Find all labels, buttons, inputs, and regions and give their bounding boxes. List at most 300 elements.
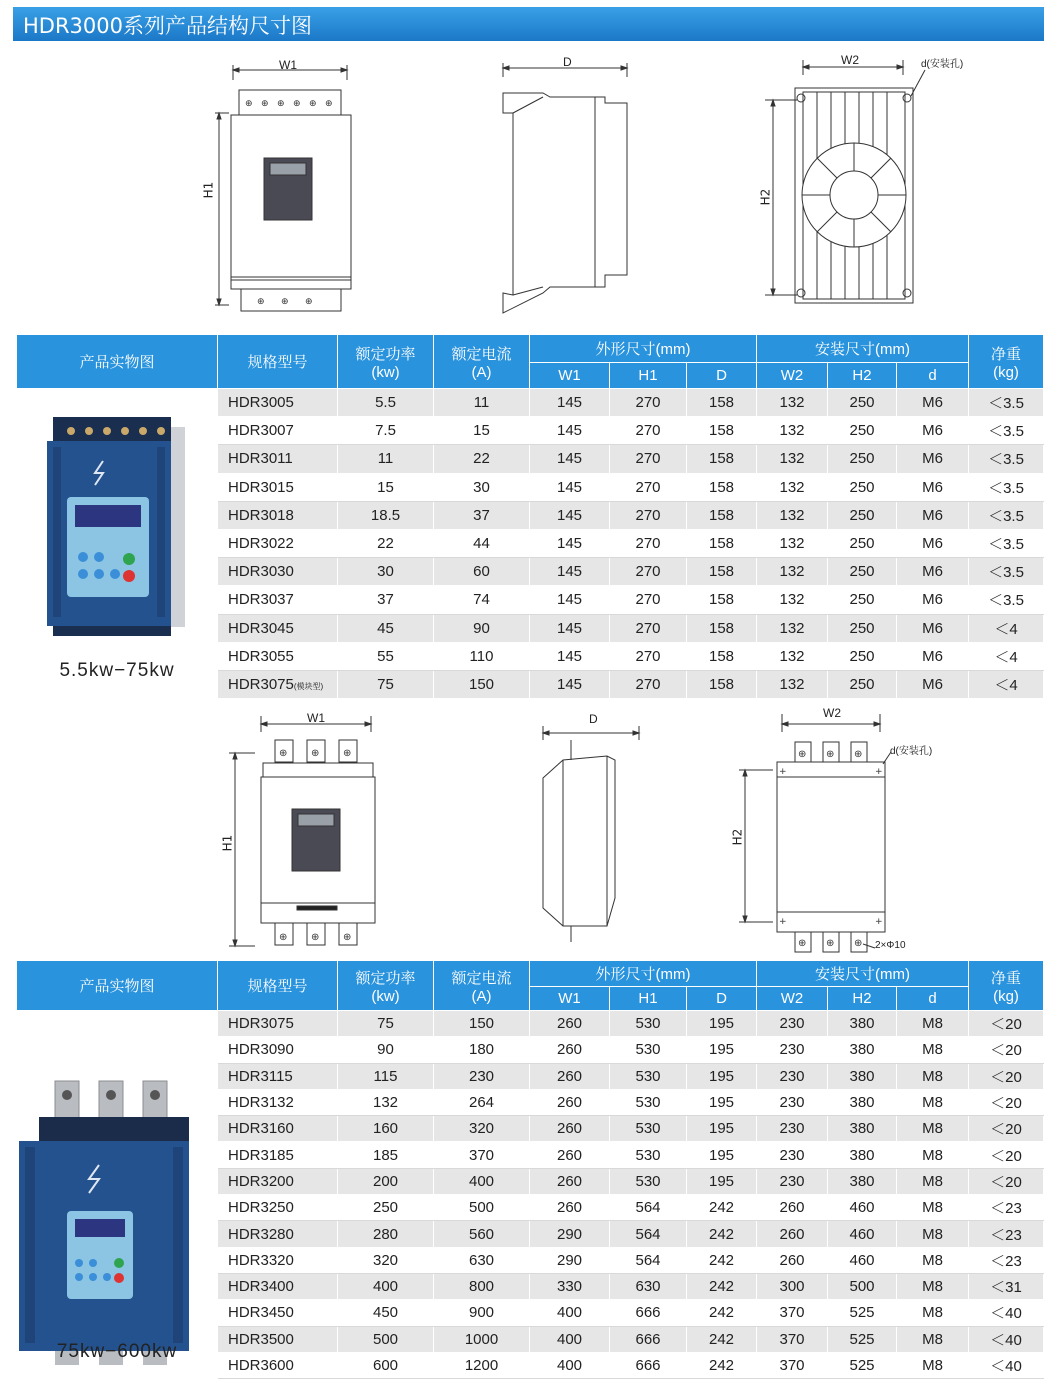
value-cell: 145: [530, 529, 610, 557]
table-row: [17, 389, 1044, 417]
value-cell: ＜4: [969, 670, 1044, 698]
value-cell: 75: [338, 1011, 434, 1037]
value-cell: 230: [757, 1011, 828, 1037]
value-cell: ＜3.5: [969, 445, 1044, 473]
value-cell: 525: [828, 1300, 897, 1326]
value-cell: ＜3.5: [969, 389, 1044, 417]
device-photo-small: [41, 409, 191, 644]
value-cell: 195: [687, 1089, 757, 1115]
value-cell: 158: [687, 501, 757, 529]
header-h2: H2: [828, 363, 897, 389]
value-cell: 5.5: [338, 389, 434, 417]
value-cell: 158: [687, 473, 757, 501]
value-cell: 270: [610, 642, 687, 670]
h2-label: H2: [758, 188, 773, 206]
value-cell: 242: [687, 1326, 757, 1352]
model-cell: HDR3090: [218, 1037, 338, 1063]
value-cell: 380: [828, 1011, 897, 1037]
value-cell: 320: [434, 1116, 530, 1142]
value-cell: 115: [338, 1063, 434, 1089]
header-power: 额定功率 (kw): [338, 335, 434, 389]
value-cell: 380: [828, 1142, 897, 1168]
value-cell: 230: [757, 1142, 828, 1168]
svg-text:⊕: ⊕: [281, 297, 289, 307]
value-cell: 145: [530, 558, 610, 586]
value-cell: 400: [434, 1168, 530, 1194]
value-cell: 145: [530, 417, 610, 445]
value-cell: ＜23: [969, 1195, 1044, 1221]
model-cell: HDR3600: [218, 1352, 338, 1378]
svg-text:⊕: ⊕: [854, 749, 863, 760]
value-cell: M8: [897, 1116, 969, 1142]
value-cell: 230: [757, 1063, 828, 1089]
product-photo-cell: [17, 1011, 218, 1379]
value-cell: 55: [338, 642, 434, 670]
svg-text:⊕: ⊕: [293, 99, 301, 109]
value-cell: ＜23: [969, 1247, 1044, 1273]
value-cell: 300: [757, 1273, 828, 1299]
value-cell: 158: [687, 389, 757, 417]
model-cell: HDR3055: [218, 642, 338, 670]
header-w1-2: W1: [530, 987, 610, 1011]
svg-text:+: +: [875, 767, 883, 777]
svg-text:⊕: ⊕: [311, 932, 320, 943]
svg-text:⊕: ⊕: [279, 932, 288, 943]
header-dd-2: d: [897, 987, 969, 1011]
value-cell: ＜3.5: [969, 586, 1044, 614]
value-cell: 250: [828, 529, 897, 557]
model-cell: HDR3280: [218, 1221, 338, 1247]
value-cell: 132: [757, 417, 828, 445]
value-cell: 270: [610, 501, 687, 529]
value-cell: 400: [530, 1300, 610, 1326]
value-cell: M8: [897, 1011, 969, 1037]
value-cell: 460: [828, 1221, 897, 1247]
model-cell: HDR3022: [218, 529, 338, 557]
value-cell: M8: [897, 1142, 969, 1168]
value-cell: 145: [530, 642, 610, 670]
value-cell: 530: [610, 1142, 687, 1168]
value-cell: 145: [530, 586, 610, 614]
svg-text:⊕: ⊕: [309, 99, 317, 109]
value-cell: 800: [434, 1273, 530, 1299]
header-outline: 外形尺寸(mm): [530, 335, 757, 363]
value-cell: 145: [530, 445, 610, 473]
value-cell: 630: [434, 1247, 530, 1273]
value-cell: 400: [530, 1326, 610, 1352]
value-cell: 260: [530, 1168, 610, 1194]
value-cell: 132: [757, 586, 828, 614]
value-cell: 242: [687, 1273, 757, 1299]
value-cell: ＜20: [969, 1011, 1044, 1037]
model-cell: HDR3185: [218, 1142, 338, 1168]
value-cell: ＜40: [969, 1300, 1044, 1326]
value-cell: 200: [338, 1168, 434, 1194]
value-cell: 260: [530, 1116, 610, 1142]
value-cell: 320: [338, 1247, 434, 1273]
value-cell: 37: [434, 501, 530, 529]
value-cell: 158: [687, 417, 757, 445]
value-cell: 145: [530, 614, 610, 642]
value-cell: M6: [897, 529, 969, 557]
value-cell: 330: [530, 1273, 610, 1299]
svg-text:⊕: ⊕: [245, 99, 253, 109]
svg-text:+: +: [875, 917, 883, 927]
model-cell: HDR3250: [218, 1195, 338, 1221]
value-cell: 158: [687, 614, 757, 642]
header-weight: 净重 (kg): [969, 335, 1044, 389]
value-cell: 630: [610, 1273, 687, 1299]
value-cell: 250: [828, 614, 897, 642]
value-cell: M6: [897, 445, 969, 473]
header-h2-2: H2: [828, 987, 897, 1011]
value-cell: 666: [610, 1300, 687, 1326]
value-cell: 530: [610, 1116, 687, 1142]
value-cell: 270: [610, 445, 687, 473]
value-cell: 270: [610, 670, 687, 698]
value-cell: 460: [828, 1195, 897, 1221]
value-cell: 460: [828, 1247, 897, 1273]
value-cell: 150: [434, 1011, 530, 1037]
value-cell: 260: [757, 1195, 828, 1221]
h1-label: H1: [201, 181, 216, 199]
svg-text:⊕: ⊕: [305, 297, 313, 307]
value-cell: M8: [897, 1063, 969, 1089]
value-cell: 260: [530, 1195, 610, 1221]
value-cell: 145: [530, 501, 610, 529]
value-cell: ＜20: [969, 1063, 1044, 1089]
value-cell: M8: [897, 1352, 969, 1378]
header-w1: W1: [530, 363, 610, 389]
value-cell: 145: [530, 389, 610, 417]
value-cell: 450: [338, 1300, 434, 1326]
model-cell: HDR3320: [218, 1247, 338, 1273]
value-cell: ＜23: [969, 1221, 1044, 1247]
spec-table-small: [16, 334, 1044, 699]
value-cell: 525: [828, 1352, 897, 1378]
value-cell: 530: [610, 1011, 687, 1037]
w2-label: W2: [841, 53, 859, 67]
value-cell: 280: [338, 1221, 434, 1247]
value-cell: 60: [434, 558, 530, 586]
spec-table-large: [16, 960, 1044, 1379]
value-cell: 260: [530, 1037, 610, 1063]
value-cell: 132: [757, 473, 828, 501]
w2-label-bottom: W2: [823, 706, 841, 720]
d-label: D: [563, 55, 572, 69]
value-cell: 500: [434, 1195, 530, 1221]
value-cell: 250: [828, 445, 897, 473]
value-cell: 242: [687, 1300, 757, 1326]
value-cell: 242: [687, 1221, 757, 1247]
model-cell: HDR3160: [218, 1116, 338, 1142]
value-cell: 1200: [434, 1352, 530, 1378]
value-cell: M6: [897, 558, 969, 586]
value-cell: M8: [897, 1037, 969, 1063]
value-cell: 45: [338, 614, 434, 642]
value-cell: 900: [434, 1300, 530, 1326]
value-cell: 530: [610, 1089, 687, 1115]
value-cell: M8: [897, 1273, 969, 1299]
value-cell: 242: [687, 1247, 757, 1273]
value-cell: 230: [757, 1116, 828, 1142]
value-cell: 500: [828, 1273, 897, 1299]
model-cell: HDR3007: [218, 417, 338, 445]
h1-label-bottom: H1: [220, 834, 235, 852]
value-cell: 11: [434, 389, 530, 417]
value-cell: 250: [828, 642, 897, 670]
value-cell: M6: [897, 473, 969, 501]
value-cell: M6: [897, 389, 969, 417]
w1-label: W1: [279, 58, 297, 72]
value-cell: 380: [828, 1063, 897, 1089]
value-cell: 250: [828, 473, 897, 501]
value-cell: ＜40: [969, 1326, 1044, 1352]
value-cell: 400: [338, 1273, 434, 1299]
value-cell: ＜20: [969, 1037, 1044, 1063]
value-cell: 370: [757, 1300, 828, 1326]
value-cell: M8: [897, 1247, 969, 1273]
model-cell: HDR3011: [218, 445, 338, 473]
value-cell: 145: [530, 473, 610, 501]
value-cell: 185: [338, 1142, 434, 1168]
value-cell: ＜3.5: [969, 558, 1044, 586]
svg-text:⊕: ⊕: [277, 99, 285, 109]
value-cell: 74: [434, 586, 530, 614]
value-cell: 150: [434, 670, 530, 698]
svg-text:⊕: ⊕: [826, 938, 835, 949]
value-cell: 160: [338, 1116, 434, 1142]
svg-text:+: +: [779, 917, 787, 927]
value-cell: 7.5: [338, 417, 434, 445]
value-cell: 666: [610, 1352, 687, 1378]
value-cell: 560: [434, 1221, 530, 1247]
model-cell: HDR3030: [218, 558, 338, 586]
d-label-bottom: D: [589, 712, 598, 726]
value-cell: M8: [897, 1221, 969, 1247]
value-cell: ＜20: [969, 1116, 1044, 1142]
value-cell: 110: [434, 642, 530, 670]
value-cell: 380: [828, 1089, 897, 1115]
back-view-drawing-bottom: [725, 702, 955, 957]
header-model-2: 规格型号: [218, 961, 338, 1011]
value-cell: 158: [687, 670, 757, 698]
device-photo-large: [19, 1073, 199, 1373]
value-cell: 270: [610, 614, 687, 642]
header-dd: d: [897, 363, 969, 389]
header-h1: H1: [610, 363, 687, 389]
header-h1-2: H1: [610, 987, 687, 1011]
value-cell: 132: [757, 670, 828, 698]
value-cell: 260: [530, 1142, 610, 1168]
value-cell: 370: [757, 1352, 828, 1378]
model-cell: HDR3075(模块型): [218, 670, 338, 698]
value-cell: 195: [687, 1037, 757, 1063]
model-cell: HDR3037: [218, 586, 338, 614]
value-cell: 260: [530, 1089, 610, 1115]
value-cell: 242: [687, 1195, 757, 1221]
model-cell: HDR3450: [218, 1300, 338, 1326]
model-cell: HDR3005: [218, 389, 338, 417]
value-cell: M6: [897, 642, 969, 670]
value-cell: ＜4: [969, 642, 1044, 670]
back-view-drawing-top: [755, 50, 985, 320]
value-cell: 1000: [434, 1326, 530, 1352]
value-cell: M6: [897, 670, 969, 698]
value-cell: M6: [897, 501, 969, 529]
header-d: D: [687, 363, 757, 389]
value-cell: 270: [610, 558, 687, 586]
header-w2-2: W2: [757, 987, 828, 1011]
value-cell: M8: [897, 1326, 969, 1352]
model-cell: HDR3400: [218, 1273, 338, 1299]
value-cell: 564: [610, 1195, 687, 1221]
model-cell: HDR3500: [218, 1326, 338, 1352]
value-cell: 158: [687, 529, 757, 557]
value-cell: 264: [434, 1089, 530, 1115]
svg-text:⊕: ⊕: [798, 938, 807, 949]
model-cell: HDR3015: [218, 473, 338, 501]
value-cell: 132: [757, 501, 828, 529]
model-cell: HDR3115: [218, 1063, 338, 1089]
value-cell: 270: [610, 529, 687, 557]
header-w2: W2: [757, 363, 828, 389]
value-cell: 22: [338, 529, 434, 557]
value-cell: ＜3.5: [969, 417, 1044, 445]
svg-text:⊕: ⊕: [325, 99, 333, 109]
value-cell: 270: [610, 473, 687, 501]
value-cell: 260: [757, 1221, 828, 1247]
value-cell: ＜3.5: [969, 501, 1044, 529]
svg-text:+: +: [779, 767, 787, 777]
value-cell: 260: [757, 1247, 828, 1273]
holes2-label: 2×Φ10: [875, 940, 906, 951]
value-cell: 270: [610, 389, 687, 417]
svg-text:⊕: ⊕: [854, 938, 863, 949]
value-cell: ＜4: [969, 614, 1044, 642]
value-cell: 564: [610, 1247, 687, 1273]
side-view-drawing-bottom: [535, 708, 645, 943]
value-cell: 380: [828, 1037, 897, 1063]
value-cell: 230: [757, 1168, 828, 1194]
value-cell: 145: [530, 670, 610, 698]
value-cell: M6: [897, 614, 969, 642]
power-range-label: 5.5kw−75kw: [59, 660, 175, 681]
value-cell: 22: [434, 445, 530, 473]
value-cell: 18.5: [338, 501, 434, 529]
header-current-2: 额定电流 (A): [434, 961, 530, 1011]
value-cell: M8: [897, 1168, 969, 1194]
header-weight-2: 净重 (kg): [969, 961, 1044, 1011]
value-cell: 132: [757, 642, 828, 670]
value-cell: 250: [828, 389, 897, 417]
model-cell: HDR3045: [218, 614, 338, 642]
value-cell: 11: [338, 445, 434, 473]
value-cell: 230: [757, 1089, 828, 1115]
value-cell: 600: [338, 1352, 434, 1378]
value-cell: 260: [530, 1063, 610, 1089]
value-cell: M8: [897, 1195, 969, 1221]
value-cell: 525: [828, 1326, 897, 1352]
value-cell: 530: [610, 1037, 687, 1063]
value-cell: 132: [757, 445, 828, 473]
value-cell: 180: [434, 1037, 530, 1063]
title-bar: [13, 7, 1044, 41]
value-cell: 250: [828, 558, 897, 586]
value-cell: 260: [530, 1011, 610, 1037]
value-cell: 666: [610, 1326, 687, 1352]
value-cell: 250: [828, 417, 897, 445]
value-cell: 380: [828, 1116, 897, 1142]
value-cell: 230: [434, 1063, 530, 1089]
value-cell: 250: [828, 670, 897, 698]
value-cell: 400: [530, 1352, 610, 1378]
value-cell: M6: [897, 586, 969, 614]
header-power-2: 额定功率 (kw): [338, 961, 434, 1011]
value-cell: 195: [687, 1142, 757, 1168]
value-cell: ＜20: [969, 1089, 1044, 1115]
model-cell: HDR3018: [218, 501, 338, 529]
svg-text:⊕: ⊕: [826, 749, 835, 760]
value-cell: 195: [687, 1116, 757, 1142]
header-d-2: D: [687, 987, 757, 1011]
page-title: HDR3000系列产品结构尺寸图: [23, 14, 312, 38]
value-cell: 132: [757, 614, 828, 642]
value-cell: ＜31: [969, 1273, 1044, 1299]
value-cell: 500: [338, 1326, 434, 1352]
value-cell: 15: [338, 473, 434, 501]
power-range-label: 75kw−600kw: [56, 1341, 178, 1362]
value-cell: M6: [897, 417, 969, 445]
value-cell: 530: [610, 1168, 687, 1194]
value-cell: 230: [757, 1037, 828, 1063]
value-cell: 250: [338, 1195, 434, 1221]
value-cell: 564: [610, 1221, 687, 1247]
w1-label-bottom: W1: [307, 711, 325, 725]
model-cell: HDR3132: [218, 1089, 338, 1115]
value-cell: 15: [434, 417, 530, 445]
value-cell: 290: [530, 1247, 610, 1273]
value-cell: 158: [687, 445, 757, 473]
header-current: 额定电流 (A): [434, 335, 530, 389]
value-cell: 380: [828, 1168, 897, 1194]
value-cell: M8: [897, 1300, 969, 1326]
value-cell: 195: [687, 1168, 757, 1194]
module-type-tag: (模块型): [293, 681, 324, 691]
value-cell: ＜20: [969, 1168, 1044, 1194]
side-view-drawing-top: [495, 55, 640, 315]
svg-text:⊕: ⊕: [343, 932, 352, 943]
hole-label-bottom: d(安装孔): [890, 746, 933, 757]
value-cell: 158: [687, 558, 757, 586]
value-cell: 195: [687, 1011, 757, 1037]
value-cell: 30: [338, 558, 434, 586]
header-outline-2: 外形尺寸(mm): [530, 961, 757, 987]
header-photo-2: 产品实物图: [17, 961, 218, 1011]
value-cell: 37: [338, 586, 434, 614]
svg-text:⊕: ⊕: [343, 748, 352, 759]
value-cell: M8: [897, 1089, 969, 1115]
value-cell: 30: [434, 473, 530, 501]
svg-text:⊕: ⊕: [279, 748, 288, 759]
value-cell: 250: [828, 586, 897, 614]
value-cell: 370: [434, 1142, 530, 1168]
value-cell: 250: [828, 501, 897, 529]
value-cell: 158: [687, 642, 757, 670]
header-mount-2: 安装尺寸(mm): [757, 961, 969, 987]
value-cell: 195: [687, 1063, 757, 1089]
value-cell: 75: [338, 670, 434, 698]
